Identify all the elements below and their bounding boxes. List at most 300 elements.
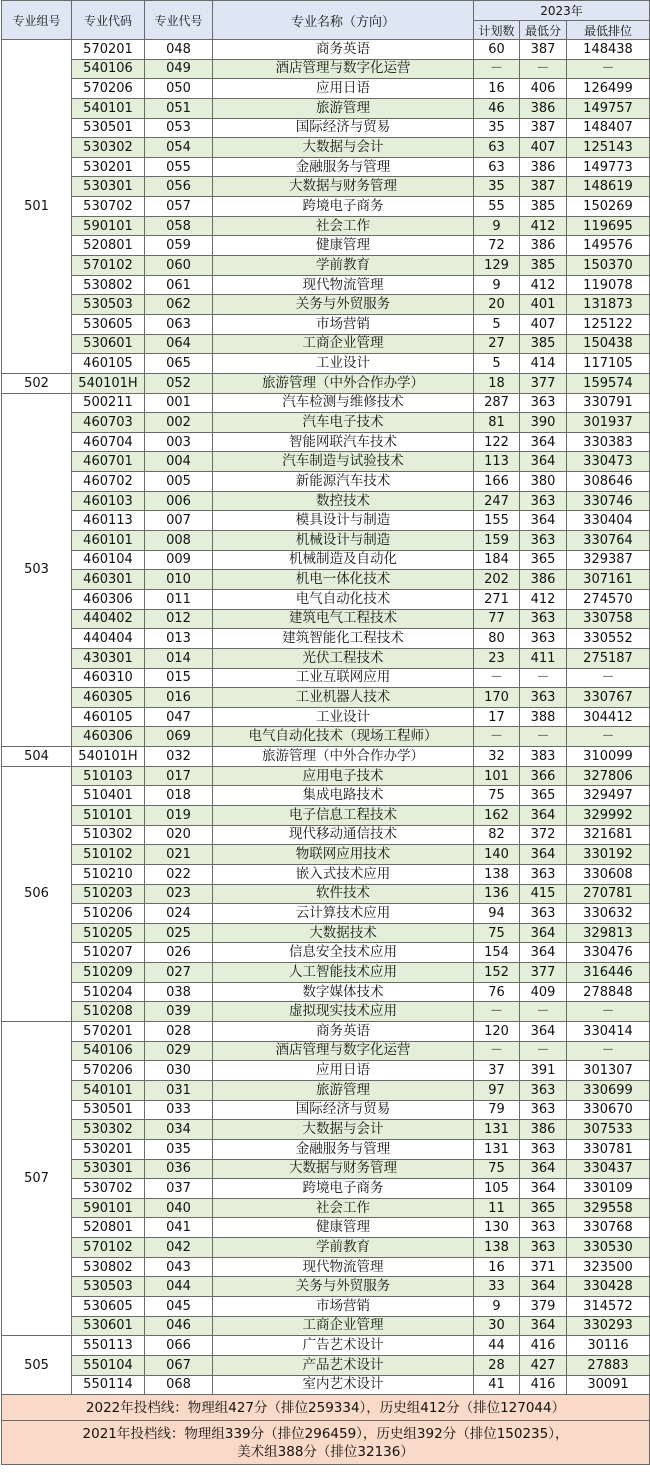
min-rank-cell: 27883	[567, 1355, 650, 1375]
plan-count-cell: 154	[474, 943, 520, 963]
major-code-cell: 590101	[72, 1198, 145, 1218]
plan-count-cell: －	[474, 1002, 520, 1022]
table-row	[2, 334, 650, 354]
min-score-cell: 391	[520, 1061, 567, 1081]
major-number-cell: 012	[145, 609, 213, 629]
major-code-cell: 510102	[72, 845, 145, 865]
group-number-cell: 501	[2, 40, 72, 374]
major-name-cell: 智能网联汽车技术	[213, 432, 474, 452]
major-number-cell: 063	[145, 314, 213, 334]
major-code-cell: 510101	[72, 805, 145, 825]
min-score-cell: 412	[520, 275, 567, 295]
plan-count-cell: 122	[474, 432, 520, 452]
note-row-2022	[2, 1395, 650, 1421]
plan-count-cell: 105	[474, 1179, 520, 1199]
min-rank-cell: 330293	[567, 1316, 650, 1336]
min-rank-cell: 30116	[567, 1336, 650, 1356]
major-code-cell: 530503	[72, 295, 145, 315]
plan-count-cell: 80	[474, 629, 520, 649]
major-code-cell: 540101H	[72, 373, 145, 393]
min-rank-cell: －	[567, 668, 650, 688]
header-min-rank: 最低排位	[567, 21, 650, 40]
min-rank-cell: 307533	[567, 1120, 650, 1140]
min-rank-cell: 330758	[567, 609, 650, 629]
table-row	[2, 727, 650, 747]
major-number-cell: 028	[145, 1022, 213, 1042]
min-score-cell: 414	[520, 354, 567, 374]
major-name-cell: 工商企业管理	[213, 1316, 474, 1336]
min-score-cell: 363	[520, 1218, 567, 1238]
min-rank-cell: 119078	[567, 275, 650, 295]
major-number-cell: 021	[145, 845, 213, 865]
major-code-cell: 530201	[72, 1139, 145, 1159]
major-code-cell: 570206	[72, 1061, 145, 1081]
major-code-cell: 460703	[72, 413, 145, 433]
plan-count-cell: 136	[474, 884, 520, 904]
min-score-cell: 364	[520, 805, 567, 825]
min-rank-cell: 330791	[567, 393, 650, 413]
min-rank-cell: 117105	[567, 354, 650, 374]
major-number-cell: 022	[145, 864, 213, 884]
major-code-cell: 460306	[72, 589, 145, 609]
table-row	[2, 118, 650, 138]
plan-count-cell: 17	[474, 707, 520, 727]
plan-count-cell: 155	[474, 511, 520, 531]
major-code-cell: 510206	[72, 904, 145, 924]
table-row	[2, 177, 650, 197]
min-score-cell: 387	[520, 177, 567, 197]
major-number-cell: 019	[145, 805, 213, 825]
table-row	[2, 707, 650, 727]
min-rank-cell: 30091	[567, 1375, 650, 1395]
plan-count-cell: 138	[474, 864, 520, 884]
major-code-cell: 530301	[72, 1159, 145, 1179]
plan-count-cell: 202	[474, 570, 520, 590]
major-code-cell: 570201	[72, 1022, 145, 1042]
min-score-cell: 416	[520, 1375, 567, 1395]
table-row	[2, 491, 650, 511]
plan-count-cell: －	[474, 727, 520, 747]
major-code-cell: 530503	[72, 1277, 145, 1297]
min-score-cell: 379	[520, 1297, 567, 1317]
min-score-cell: 388	[520, 707, 567, 727]
min-score-cell: 390	[520, 413, 567, 433]
min-rank-cell: 125143	[567, 138, 650, 158]
min-rank-cell: 330437	[567, 1159, 650, 1179]
table-row	[2, 884, 650, 904]
table-row	[2, 1375, 650, 1395]
min-score-cell: 364	[520, 1022, 567, 1042]
min-rank-cell: 330746	[567, 491, 650, 511]
major-number-cell: 064	[145, 334, 213, 354]
major-name-cell: 应用电子技术	[213, 766, 474, 786]
major-number-cell: 067	[145, 1355, 213, 1375]
group-number-cell: 502	[2, 373, 72, 393]
min-score-cell: 371	[520, 1257, 567, 1277]
major-code-cell: 460301	[72, 570, 145, 590]
min-score-cell: 406	[520, 79, 567, 99]
major-number-cell: 010	[145, 570, 213, 590]
min-rank-cell: 330530	[567, 1238, 650, 1258]
plan-count-cell: 63	[474, 157, 520, 177]
major-name-cell: 关务与外贸服务	[213, 1277, 474, 1297]
min-rank-cell: 330632	[567, 904, 650, 924]
major-code-cell: 460306	[72, 727, 145, 747]
min-score-cell: 409	[520, 982, 567, 1002]
major-number-cell: 039	[145, 1002, 213, 1022]
major-name-cell: 虚拟现实技术应用	[213, 1002, 474, 1022]
major-code-cell: 460101	[72, 531, 145, 551]
table-row	[2, 1179, 650, 1199]
min-rank-cell: 327806	[567, 766, 650, 786]
min-rank-cell: 330608	[567, 864, 650, 884]
min-score-cell: 412	[520, 216, 567, 236]
major-name-cell: 大数据技术	[213, 923, 474, 943]
min-rank-cell: 159574	[567, 373, 650, 393]
major-code-cell: 460702	[72, 472, 145, 492]
major-code-cell: 570102	[72, 256, 145, 276]
major-name-cell: 关务与外贸服务	[213, 295, 474, 315]
plan-count-cell: 35	[474, 118, 520, 138]
min-rank-cell: 330781	[567, 1139, 650, 1159]
major-number-cell: 027	[145, 963, 213, 983]
admission-table-container	[1, 0, 649, 1465]
min-rank-cell: 314572	[567, 1297, 650, 1317]
major-number-cell: 068	[145, 1375, 213, 1395]
major-number-cell: 052	[145, 373, 213, 393]
table-row	[2, 1316, 650, 1336]
major-name-cell: 大数据与会计	[213, 1120, 474, 1140]
plan-count-cell: 131	[474, 1139, 520, 1159]
table-row	[2, 668, 650, 688]
table-header	[2, 1, 650, 40]
major-code-cell: 530802	[72, 275, 145, 295]
major-name-cell: 学前教育	[213, 1238, 474, 1258]
min-score-cell: －	[520, 1041, 567, 1061]
major-number-cell: 066	[145, 1336, 213, 1356]
min-score-cell: 385	[520, 334, 567, 354]
major-number-cell: 046	[145, 1316, 213, 1336]
major-name-cell: 建筑电气工程技术	[213, 609, 474, 629]
min-rank-cell: 330414	[567, 1022, 650, 1042]
major-name-cell: 国际经济与贸易	[213, 1100, 474, 1120]
min-rank-cell: 149757	[567, 98, 650, 118]
plan-count-cell: 23	[474, 648, 520, 668]
major-code-cell: 460105	[72, 354, 145, 374]
major-name-cell: 市场营销	[213, 314, 474, 334]
table-row	[2, 236, 650, 256]
major-name-cell: 商务英语	[213, 1022, 474, 1042]
min-score-cell: 364	[520, 1179, 567, 1199]
major-code-cell: 530605	[72, 1297, 145, 1317]
major-number-cell: 032	[145, 747, 213, 767]
major-code-cell: 530601	[72, 334, 145, 354]
table-row	[2, 314, 650, 334]
min-rank-cell: 301307	[567, 1061, 650, 1081]
major-code-cell: 460105	[72, 707, 145, 727]
min-rank-cell: 310099	[567, 747, 650, 767]
min-rank-cell: 330764	[567, 531, 650, 551]
major-number-cell: 060	[145, 256, 213, 276]
min-rank-cell: 330383	[567, 432, 650, 452]
min-score-cell: 385	[520, 256, 567, 276]
major-number-cell: 001	[145, 393, 213, 413]
table-row	[2, 923, 650, 943]
header-major-name: 专业名称（方向）	[213, 1, 474, 40]
plan-count-cell: 75	[474, 786, 520, 806]
major-name-cell: 室内艺术设计	[213, 1375, 474, 1395]
major-number-cell: 008	[145, 531, 213, 551]
group-number-cell: 503	[2, 393, 72, 747]
major-name-cell: 光伏工程技术	[213, 648, 474, 668]
major-number-cell: 026	[145, 943, 213, 963]
major-name-cell: 酒店管理与数字化运营	[213, 59, 474, 79]
major-code-cell: 510203	[72, 884, 145, 904]
min-rank-cell: －	[567, 1041, 650, 1061]
min-score-cell: 386	[520, 157, 567, 177]
plan-count-cell: 32	[474, 747, 520, 767]
note-2021-line-2: 美术组388分（排位32136）	[237, 1443, 414, 1460]
major-name-cell: 模具设计与制造	[213, 511, 474, 531]
min-score-cell: 363	[520, 1238, 567, 1258]
major-code-cell: 430301	[72, 648, 145, 668]
major-number-cell: 017	[145, 766, 213, 786]
major-name-cell: 工业互联网应用	[213, 668, 474, 688]
major-name-cell: 工业机器人技术	[213, 688, 474, 708]
major-code-cell: 520801	[72, 236, 145, 256]
min-score-cell: 372	[520, 825, 567, 845]
major-code-cell: 510302	[72, 825, 145, 845]
table-row	[2, 531, 650, 551]
major-name-cell: 旅游管理（中外合作办学）	[213, 747, 474, 767]
min-rank-cell: 275187	[567, 648, 650, 668]
plan-count-cell: 271	[474, 589, 520, 609]
major-code-cell: 540106	[72, 1041, 145, 1061]
major-name-cell: 电气自动化技术	[213, 589, 474, 609]
table-row	[2, 1002, 650, 1022]
min-score-cell: 386	[520, 570, 567, 590]
major-name-cell: 物联网应用技术	[213, 845, 474, 865]
min-rank-cell: 330192	[567, 845, 650, 865]
major-code-cell: 460701	[72, 452, 145, 472]
table-row	[2, 864, 650, 884]
table-row	[2, 393, 650, 413]
min-rank-cell: 330473	[567, 452, 650, 472]
major-name-cell: 工业设计	[213, 707, 474, 727]
major-code-cell: 510208	[72, 1002, 145, 1022]
plan-count-cell: －	[474, 59, 520, 79]
major-code-cell: 540101H	[72, 747, 145, 767]
min-score-cell: 380	[520, 472, 567, 492]
min-score-cell: 363	[520, 491, 567, 511]
major-name-cell: 旅游管理	[213, 98, 474, 118]
plan-count-cell: 72	[474, 236, 520, 256]
table-row	[2, 1120, 650, 1140]
table-row	[2, 157, 650, 177]
table-row	[2, 1198, 650, 1218]
major-code-cell: 530201	[72, 157, 145, 177]
table-row	[2, 688, 650, 708]
major-name-cell: 大数据与会计	[213, 138, 474, 158]
table-row	[2, 98, 650, 118]
plan-count-cell: 140	[474, 845, 520, 865]
min-score-cell: 363	[520, 609, 567, 629]
table-row	[2, 1238, 650, 1258]
major-name-cell: 软件技术	[213, 884, 474, 904]
major-code-cell: 510205	[72, 923, 145, 943]
min-score-cell: 364	[520, 845, 567, 865]
major-code-cell: 520801	[72, 1218, 145, 1238]
major-code-cell: 540101	[72, 98, 145, 118]
major-name-cell: 现代物流管理	[213, 275, 474, 295]
plan-count-cell: 33	[474, 1277, 520, 1297]
major-name-cell: 国际经济与贸易	[213, 118, 474, 138]
min-score-cell: －	[520, 668, 567, 688]
plan-count-cell: 113	[474, 452, 520, 472]
note-2021	[2, 1421, 650, 1465]
major-number-cell: 056	[145, 177, 213, 197]
major-number-cell: 020	[145, 825, 213, 845]
major-code-cell: 460704	[72, 432, 145, 452]
plan-count-cell: 152	[474, 963, 520, 983]
plan-count-cell: 138	[474, 1238, 520, 1258]
table-row	[2, 59, 650, 79]
major-code-cell: 510204	[72, 982, 145, 1002]
table-row	[2, 1022, 650, 1042]
min-rank-cell: 126499	[567, 79, 650, 99]
plan-count-cell: 46	[474, 98, 520, 118]
note-2021-line-1: 2021年投档线：物理组339分（排位296459），历史组392分（排位150235），	[82, 1425, 569, 1442]
table-row	[2, 845, 650, 865]
min-rank-cell: 321681	[567, 825, 650, 845]
major-code-cell: 530302	[72, 1120, 145, 1140]
major-number-cell: 058	[145, 216, 213, 236]
major-name-cell: 数控技术	[213, 491, 474, 511]
major-number-cell: 043	[145, 1257, 213, 1277]
table-row	[2, 40, 650, 60]
major-code-cell: 590101	[72, 216, 145, 236]
major-code-cell: 540106	[72, 59, 145, 79]
major-name-cell: 旅游管理	[213, 1080, 474, 1100]
table-row	[2, 609, 650, 629]
table-body	[2, 40, 650, 1395]
min-score-cell: 364	[520, 943, 567, 963]
min-score-cell: 365	[520, 786, 567, 806]
plan-count-cell: 37	[474, 1061, 520, 1081]
min-score-cell: 386	[520, 1120, 567, 1140]
major-code-cell: 460310	[72, 668, 145, 688]
major-code-cell: 530301	[72, 177, 145, 197]
plan-count-cell: 44	[474, 1336, 520, 1356]
min-rank-cell: 148407	[567, 118, 650, 138]
major-number-cell: 024	[145, 904, 213, 924]
major-code-cell: 510401	[72, 786, 145, 806]
group-number-cell: 506	[2, 766, 72, 1021]
major-number-cell: 034	[145, 1120, 213, 1140]
major-code-cell: 500211	[72, 393, 145, 413]
major-name-cell: 社会工作	[213, 1198, 474, 1218]
group-number-cell: 505	[2, 1336, 72, 1395]
min-rank-cell: －	[567, 1002, 650, 1022]
major-name-cell: 机械制造及自动化	[213, 550, 474, 570]
plan-count-cell: 9	[474, 216, 520, 236]
min-score-cell: 364	[520, 511, 567, 531]
major-number-cell: 030	[145, 1061, 213, 1081]
min-score-cell: 407	[520, 138, 567, 158]
plan-count-cell: 9	[474, 1297, 520, 1317]
table-row	[2, 786, 650, 806]
major-number-cell: 061	[145, 275, 213, 295]
plan-count-cell: 97	[474, 1080, 520, 1100]
min-score-cell: 366	[520, 766, 567, 786]
major-code-cell: 460104	[72, 550, 145, 570]
min-score-cell: 377	[520, 963, 567, 983]
major-code-cell: 550104	[72, 1355, 145, 1375]
min-rank-cell: 330109	[567, 1179, 650, 1199]
major-name-cell: 信息安全技术应用	[213, 943, 474, 963]
min-score-cell: 387	[520, 40, 567, 60]
header-row-1	[2, 1, 650, 21]
major-number-cell: 042	[145, 1238, 213, 1258]
min-score-cell: 385	[520, 197, 567, 217]
major-name-cell: 人工智能技术应用	[213, 963, 474, 983]
major-number-cell: 051	[145, 98, 213, 118]
min-score-cell: 365	[520, 1198, 567, 1218]
major-number-cell: 023	[145, 884, 213, 904]
major-number-cell: 059	[145, 236, 213, 256]
plan-count-cell: 131	[474, 1120, 520, 1140]
min-score-cell: 363	[520, 1100, 567, 1120]
admission-score-table	[1, 0, 650, 1465]
min-score-cell: 363	[520, 864, 567, 884]
min-rank-cell: 125122	[567, 314, 650, 334]
major-name-cell: 健康管理	[213, 236, 474, 256]
major-name-cell: 应用日语	[213, 1061, 474, 1081]
major-number-cell: 065	[145, 354, 213, 374]
major-code-cell: 510210	[72, 864, 145, 884]
major-number-cell: 069	[145, 727, 213, 747]
table-row	[2, 766, 650, 786]
major-code-cell: 460103	[72, 491, 145, 511]
major-number-cell: 013	[145, 629, 213, 649]
min-score-cell: 364	[520, 432, 567, 452]
min-score-cell: 364	[520, 1277, 567, 1297]
major-number-cell: 038	[145, 982, 213, 1002]
major-code-cell: 570201	[72, 40, 145, 60]
min-rank-cell: 330767	[567, 688, 650, 708]
major-name-cell: 机电一体化技术	[213, 570, 474, 590]
min-score-cell: 377	[520, 373, 567, 393]
major-code-cell: 570102	[72, 1238, 145, 1258]
min-score-cell: 364	[520, 452, 567, 472]
table-row	[2, 570, 650, 590]
table-row	[2, 1100, 650, 1120]
major-number-cell: 037	[145, 1179, 213, 1199]
table-row	[2, 197, 650, 217]
major-name-cell: 市场营销	[213, 1297, 474, 1317]
major-number-cell: 044	[145, 1277, 213, 1297]
major-code-cell: 550114	[72, 1375, 145, 1395]
table-row	[2, 1041, 650, 1061]
min-score-cell: 363	[520, 393, 567, 413]
header-min-score: 最低分	[520, 21, 567, 40]
header-major-code: 专业代码	[72, 1, 145, 40]
group-number-cell: 507	[2, 1022, 72, 1336]
min-rank-cell: 304412	[567, 707, 650, 727]
min-rank-cell: 308646	[567, 472, 650, 492]
major-code-cell: 440404	[72, 629, 145, 649]
plan-count-cell: 9	[474, 275, 520, 295]
